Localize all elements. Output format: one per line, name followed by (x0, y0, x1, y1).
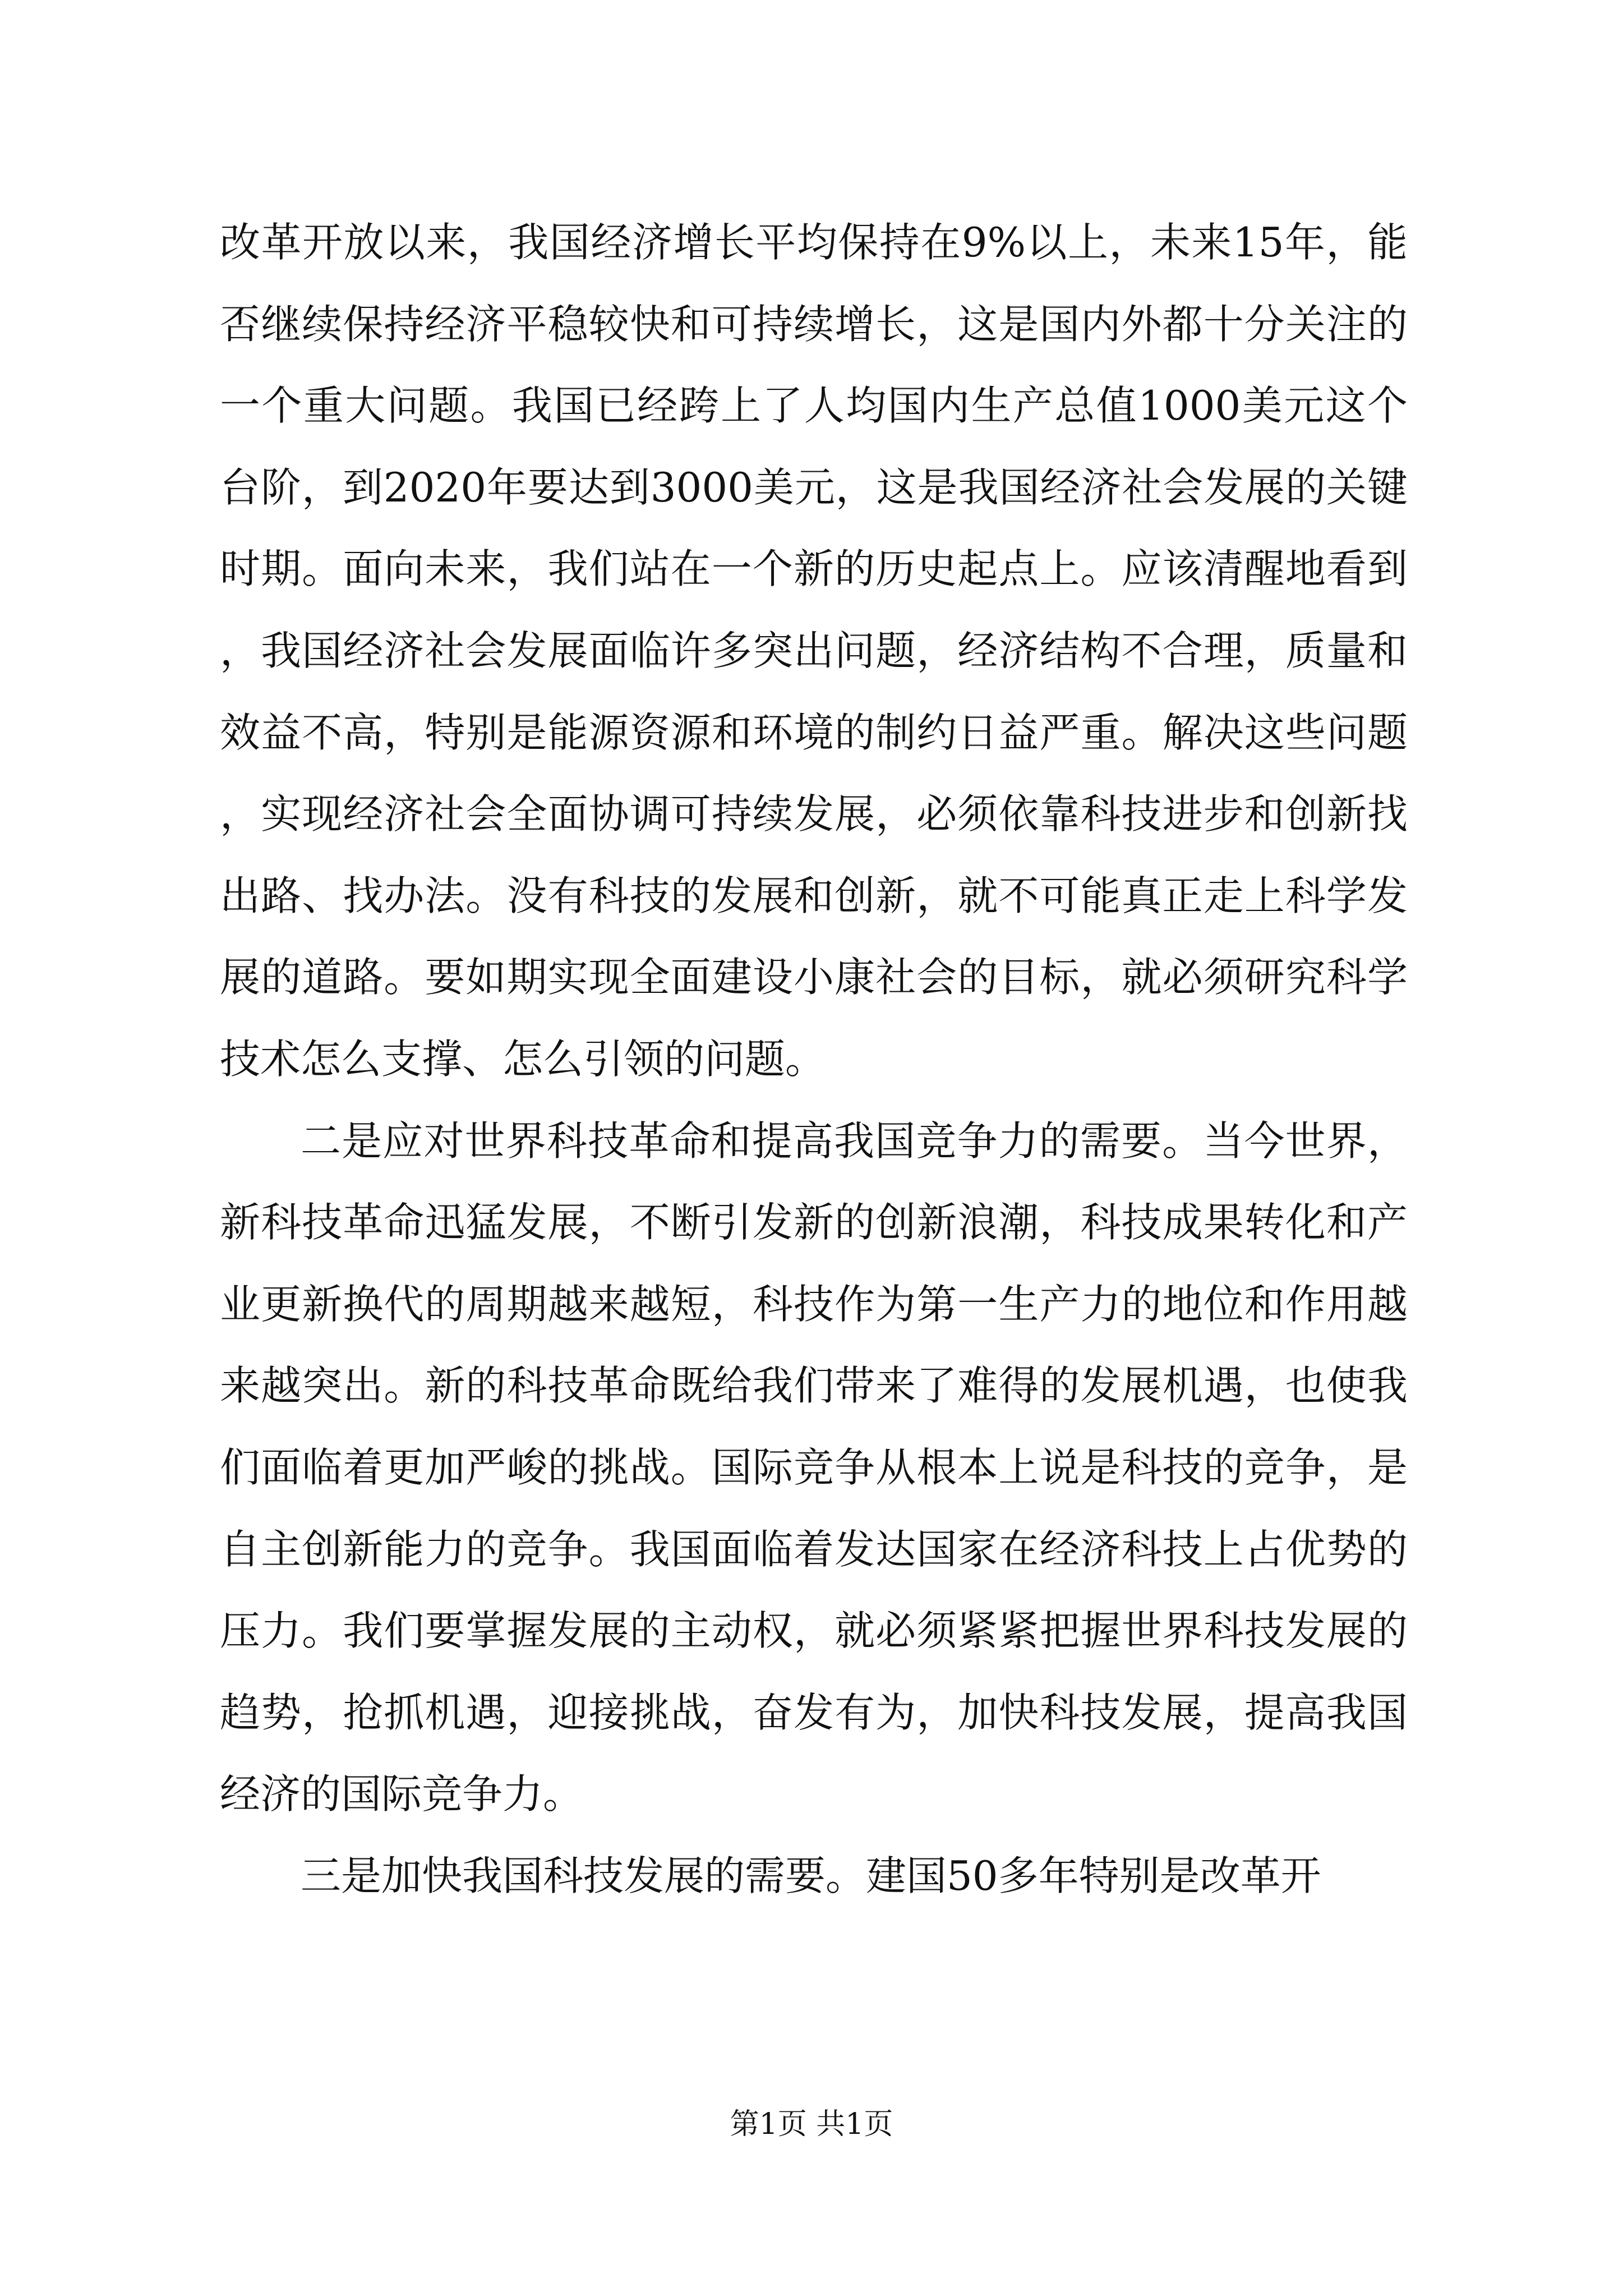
paragraph-3: 三是加快我国科技发展的需要。建国50多年特别是改革开 (301, 1852, 1321, 1899)
document-body (220, 202, 1408, 1917)
paragraph-2: 二是应对世界科技革命和提高我国竞争力的需要。当今世界，新科技革命迅猛发展，不断引发新的创新浪潮，科技成果转化和产业更新换代的周期越来越短，科技作为第一生产力的地位和作用越来越突出。新的科技革命既给我们带来了难得的发展机遇，也使我们面临着更加严峻的挑战。国际竞争从根本上说是科技的竞争，是自主创新能力的竞争。我国面临着发达国家在经济科技上占优势的压力。我们要掌握发展的主动权，就必须紧紧把握世界科技发展的趋势，抢抓机遇，迎接挑战，奋发有为，加快科技发展，提高我国经济的国际竞争力。 (220, 1117, 1408, 1818)
paragraph-1: 改革开放以来，我国经济增长平均保持在9%以上，未来15年，能否继续保持经济平稳较快和可持续增长，这是国内外都十分关注的一个重大问题。我国已经跨上了人均国内生产总值1000美元这个台阶，到2020年要达到3000美元，这是我国经济社会发展的关键时期。面向未来，我们站在一个新的历史起点上。应该清醒地看到，我国经济社会发展面临许多突出问题，经济结构不合理，质量和效益不高，特别是能源资源和环境的制约日益严重。解决这些问题，实现经济社会全面协调可持续发展，必须依靠科技进步和创新找出路、找办法。没有科技的发展和创新，就不可能真正走上科学发展的道路。要如期实现全面建设小康社会的目标，就必须研究科学技术怎么支撑、怎么引领的问题。 (220, 219, 1408, 1083)
page-footer: 第1页 共1页 (730, 2108, 893, 2141)
